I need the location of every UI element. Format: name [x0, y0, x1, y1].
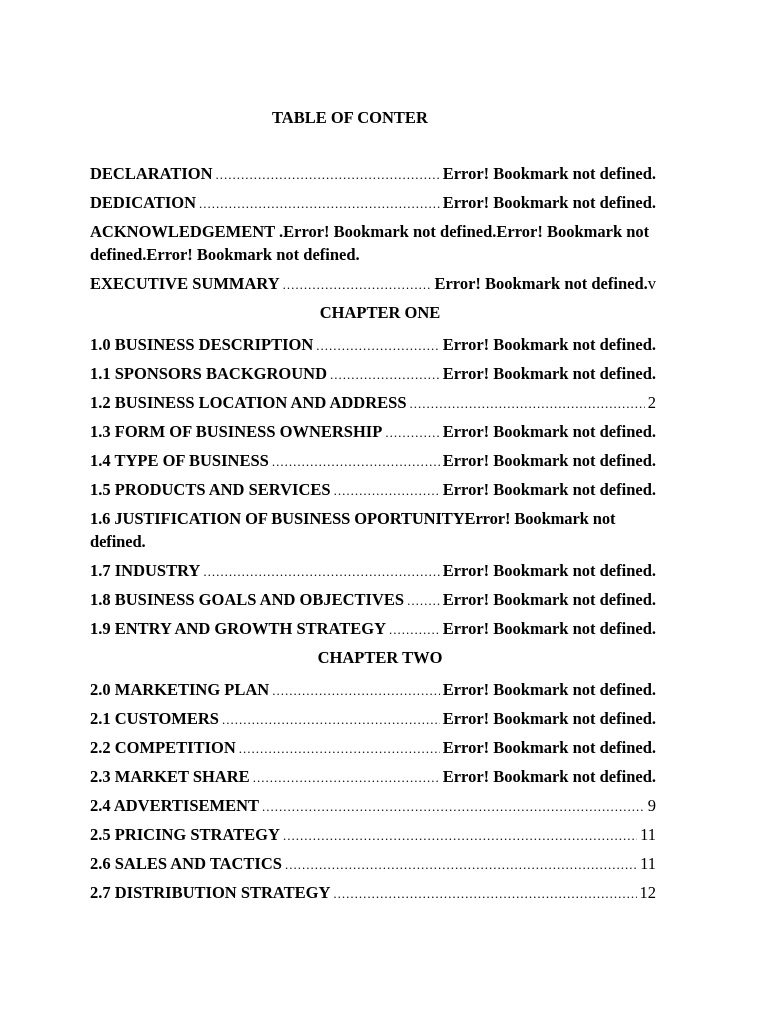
dot-leader — [410, 392, 645, 415]
dot-leader — [333, 882, 636, 905]
toc-entry[interactable] — [90, 852, 656, 881]
toc-entry-page-number: 9 — [647, 796, 656, 815]
toc-entry-page-suffix: v — [647, 274, 656, 293]
toc-entry[interactable] — [90, 391, 656, 420]
toc-entry-label: 2.3 MARKET SHARE — [90, 767, 250, 786]
dot-leader — [203, 560, 439, 583]
dot-leader — [316, 334, 439, 357]
toc-entry-page-ref: Error! Bookmark not defined. — [434, 274, 648, 293]
toc-entry[interactable] — [90, 678, 656, 707]
toc-entry[interactable] — [90, 736, 656, 765]
toc-entry-label: 1.1 SPONSORS BACKGROUND — [90, 364, 327, 383]
dot-leader — [272, 450, 440, 473]
toc-entry-label: 2.1 CUSTOMERS — [90, 709, 219, 728]
dot-leader — [222, 708, 440, 731]
dot-leader — [283, 824, 637, 847]
toc-entry-page-ref: Error! Bookmark not defined. — [442, 364, 656, 383]
toc-entry-justification[interactable] — [90, 507, 656, 559]
toc-entry-page-number: 11 — [640, 854, 656, 873]
toc-entry[interactable] — [90, 765, 656, 794]
toc-entry[interactable] — [90, 823, 656, 852]
toc-entry-label: 2.0 MARKETING PLAN — [90, 680, 270, 699]
toc-entry[interactable] — [90, 881, 656, 910]
toc-entry[interactable] — [90, 420, 656, 449]
toc-entry-page-ref: Error! Bookmark not defined. — [442, 709, 656, 728]
toc-entry-label: DEDICATION — [90, 193, 197, 212]
toc-entry-text: 1.6 JUSTIFICATION OF BUSINESS OPORTUNITYError! Bookmark not defined. — [90, 509, 616, 551]
toc-entry-label: 1.2 BUSINESS LOCATION AND ADDRESS — [90, 393, 407, 412]
toc-entry-page-number: 11 — [640, 825, 656, 844]
dot-leader — [272, 679, 440, 702]
toc-entry-page-ref: Error! Bookmark not defined. — [442, 561, 656, 580]
dot-leader — [283, 273, 432, 296]
dot-leader — [253, 766, 440, 789]
toc-entry-label: 1.7 INDUSTRY — [90, 561, 201, 580]
dot-leader — [407, 589, 440, 612]
toc-entry-label: 2.6 SALES AND TACTICS — [90, 854, 282, 873]
toc-entry-label: 2.4 ADVERTISEMENT — [90, 796, 260, 815]
toc-entry-page-ref: Error! Bookmark not defined. — [442, 451, 656, 470]
toc-entry-text: ACKNOWLEDGEMENT .Error! Bookmark not defined.Error! Bookmark not defined.Error! Bookmark not defined. — [90, 222, 650, 264]
toc-entry[interactable] — [90, 559, 656, 588]
toc-entry[interactable] — [90, 362, 656, 391]
toc-entry-page-ref: Error! Bookmark not defined. — [442, 767, 656, 786]
toc-entry-dedication[interactable] — [90, 191, 656, 220]
toc-entry[interactable] — [90, 478, 656, 507]
dot-leader — [389, 618, 440, 641]
dot-leader — [216, 163, 440, 186]
toc-entry-label: 1.9 ENTRY AND GROWTH STRATEGY — [90, 619, 387, 638]
toc-entry-page-ref: Error! Bookmark not defined. — [442, 335, 656, 354]
toc-entry[interactable] — [90, 617, 656, 646]
dot-leader — [385, 421, 439, 444]
dot-leader — [199, 192, 440, 215]
toc-entry-page-ref: Error! Bookmark not defined. — [442, 738, 656, 757]
toc-entry-label: 1.0 BUSINESS DESCRIPTION — [90, 335, 314, 354]
dot-leader — [262, 795, 645, 818]
toc-entry-label: EXECUTIVE SUMMARY — [90, 274, 280, 293]
toc-entry[interactable] — [90, 449, 656, 478]
toc-entry-page-ref: Error! Bookmark not defined. — [442, 422, 656, 441]
toc-entry-page-ref: Error! Bookmark not defined. — [442, 680, 656, 699]
dot-leader — [285, 853, 637, 876]
toc-entry[interactable] — [90, 794, 656, 823]
toc-entry-executive-summary[interactable] — [90, 272, 656, 301]
toc-list — [90, 162, 656, 910]
toc-entry-label: 1.8 BUSINESS GOALS AND OBJECTIVES — [90, 590, 405, 609]
toc-entry-page-ref: Error! Bookmark not defined. — [442, 480, 656, 499]
toc-entry-page-ref: Error! Bookmark not defined. — [442, 619, 656, 638]
dot-leader — [239, 737, 440, 760]
toc-entry-declaration[interactable] — [90, 162, 656, 191]
page-title: TABLE OF CONTER — [272, 108, 428, 127]
toc-entry[interactable] — [90, 333, 656, 362]
toc-entry-page-ref: Error! Bookmark not defined. — [442, 590, 656, 609]
toc-entry-label: 1.3 FORM OF BUSINESS OWNERSHIP — [90, 422, 383, 441]
toc-entry-label: 1.4 TYPE OF BUSINESS — [90, 451, 269, 470]
chapter-heading-one: CHAPTER ONE — [319, 303, 441, 322]
toc-entry-label: 2.5 PRICING STRATEGY — [90, 825, 280, 844]
toc-entry-page-number: 2 — [647, 393, 656, 412]
toc-entry-page-number: 12 — [639, 883, 656, 902]
dot-leader — [334, 479, 440, 502]
toc-entry[interactable] — [90, 707, 656, 736]
toc-entry-page-ref: Error! Bookmark not defined. — [442, 193, 656, 212]
toc-entry-page-ref: Error! Bookmark not defined. — [442, 164, 656, 183]
toc-entry[interactable] — [90, 588, 656, 617]
toc-entry-label: 1.5 PRODUCTS AND SERVICES — [90, 480, 331, 499]
toc-entry-label: 2.2 COMPETITION — [90, 738, 236, 757]
chapter-heading-two: CHAPTER TWO — [317, 648, 443, 667]
dot-leader — [330, 363, 440, 386]
toc-entry-acknowledgement[interactable] — [90, 220, 656, 272]
toc-entry-label: DECLARATION — [90, 164, 213, 183]
toc-entry-label: 2.7 DISTRIBUTION STRATEGY — [90, 883, 331, 902]
